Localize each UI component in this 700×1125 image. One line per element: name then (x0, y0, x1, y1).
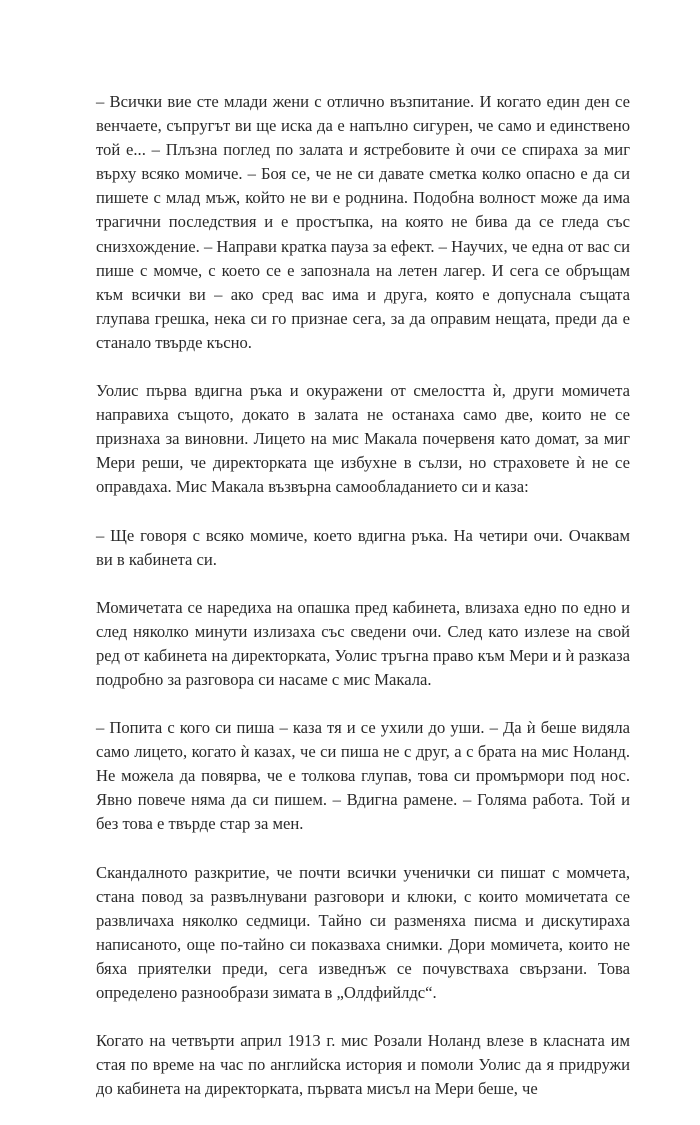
paragraph-3: – Ще говоря с всяко момиче, което вдигна ръка. На четири очи. Очаквам ви в кабинета си. (96, 525, 630, 569)
paragraph-6: Скандалното разкритие, че почти всички ученички си пишат с момчета, стана повод за развълнувани разговори и клюки, с които момичетата се развличаха няколко седмици. Тайно си разменяха писма и дискутираха написаното, още по-тайно си показваха снимки. Дори момичета, които не бяха приятелки преди, сега изведнъж се почувстваха свързани. Това определено разнообрази зимата в „Олдфийлдс“. (96, 862, 630, 1002)
paragraph-4: Момичетата се наредиха на опашка пред кабинета, влизаха едно по едно и след няколко минути излизаха със сведени очи. След като излезе на свой ред от кабинета на директорката, Уолис тръгна право към Мери и ѝ разказа подробно за разговора си насаме с мис Макала. (96, 597, 630, 689)
body-text (96, 90, 630, 1125)
paragraph-2: Уолис първа вдигна ръка и окуражени от смелостта ѝ, други момичета направиха същото, докато в залата не останаха само две, които не се признаха за виновни. Лицето на мис Макала почервеня като домат, за миг Мери реши, че директорката ще избухне в сълзи, но страховете ѝ не се оправдаха. Мис Макала възвърна самообладанието си и каза: (96, 381, 630, 497)
paragraph-5: – Попита с кого си пиша – каза тя и се ухили до уши. – Да ѝ беше видяла само лицето, когато ѝ казах, че си пиша не с друг, а с брата на мис Ноланд. Не можела да повярва, че е толкова глупав, това си промърмори под нос. Явно повече няма да си пишем. – Вдигна рамене. – Голяма работа. Той и без това е твърде стар за мен. (96, 718, 630, 834)
paragraph-1: – Всички вие сте млади жени с отлично възпитание. И когато един ден се венчаете, съпругът ви ще иска да е напълно сигурен, че само и единствено той е... – Плъзна поглед по залата и ястребовите ѝ очи се спираха за миг върху всяко момиче. – Боя се, че не си давате сметка колко опасно е да си пишете с млад мъж, който не ви е роднина. Подобна волност може да има трагични последствия и е простъпка, на която не бива да се гледа със снизхождение. – Направи кратка пауза за ефект. – Научих, че една от вас си пише с момче, с което се е запознала на летен лагер. И сега се обръщам към всички ви – ако сред вас има и друга, която е допуснала същата глупава грешка, нека си го признае сега, за да оправим нещата, преди да е станало твърде късно. (96, 92, 630, 352)
paragraph-7: Когато на четвърти април 1913 г. мис Розали Ноланд влезе в класната им стая по време на час по английска история и помоли Уолис да я придружи до кабинета на директорката, първата мисъл на Мери беше, че (96, 1031, 630, 1099)
